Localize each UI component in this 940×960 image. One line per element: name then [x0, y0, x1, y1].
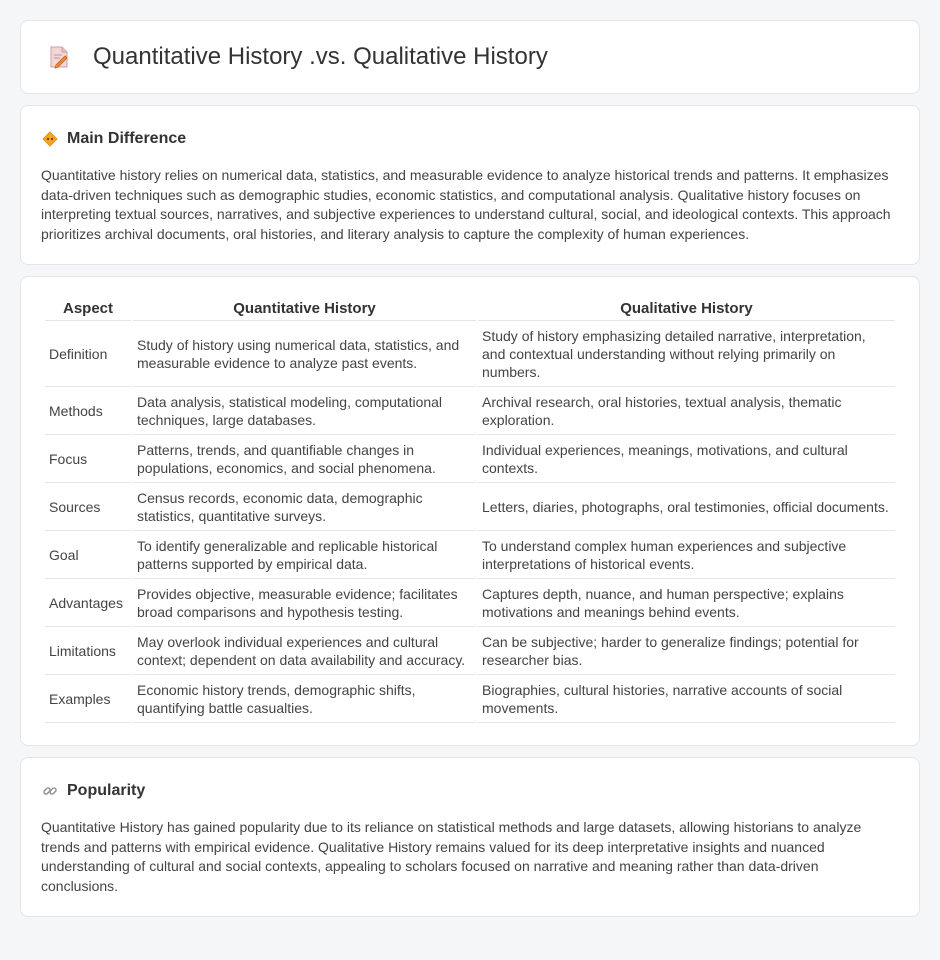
qualitative-cell: Archival research, oral histories, textual analysis, thematic exploration. — [478, 387, 895, 435]
table-row — [45, 675, 895, 723]
quantitative-cell: Census records, economic data, demographic statistics, quantitative surveys. — [133, 483, 476, 531]
table-row — [45, 627, 895, 675]
popularity-card — [20, 757, 920, 917]
diamond-icon — [41, 130, 59, 148]
table-row — [45, 387, 895, 435]
link-icon — [41, 782, 59, 800]
aspect-cell: Focus — [45, 435, 131, 483]
aspect-cell: Definition — [45, 321, 131, 387]
table-body — [45, 321, 895, 723]
main-difference-body: Quantitative history relies on numerical data, statistics, and measurable evidence to analyze historical trends and patterns. It emphasizes data-driven techniques such as demographic studies, economic statistics, and computational analysis. Qualitative history focuses on interpreting textual sources, narratives, and subjective experiences to understand cultural, social, and ideological contexts. This approach prioritizes archival documents, oral histories, and literary analysis to capture the complexity of human experiences. — [41, 167, 891, 242]
qualitative-cell: Can be subjective; harder to generalize findings; potential for researcher bias. — [478, 627, 895, 675]
popularity-title: Popularity — [67, 782, 146, 799]
qualitative-cell: Study of history emphasizing detailed narrative, interpretation, and contextual understanding without relying primarily on numbers. — [478, 321, 895, 387]
header-card — [20, 20, 920, 94]
column-header-quantitative: Quantitative History — [133, 299, 476, 321]
table-row — [45, 531, 895, 579]
document-pencil-icon — [47, 44, 73, 70]
quantitative-cell: Provides objective, measurable evidence; facilitates broad comparisons and hypothesis testing. — [133, 579, 476, 627]
quantitative-cell: Data analysis, statistical modeling, computational techniques, large databases. — [133, 387, 476, 435]
aspect-cell: Limitations — [45, 627, 131, 675]
page-title: Quantitative History .vs. Qualitative History — [93, 43, 548, 70]
qualitative-cell: Biographies, cultural histories, narrative accounts of social movements. — [478, 675, 895, 723]
qualitative-cell: To understand complex human experiences and subjective interpretations of historical events. — [478, 531, 895, 579]
aspect-cell: Sources — [45, 483, 131, 531]
quantitative-cell: Patterns, trends, and quantifiable changes in populations, economics, and social phenomena. — [133, 435, 476, 483]
main-difference-heading — [41, 128, 899, 148]
comparison-card — [20, 276, 920, 746]
table-row — [45, 579, 895, 627]
aspect-cell: Methods — [45, 387, 131, 435]
table-row — [45, 435, 895, 483]
quantitative-cell: Study of history using numerical data, statistics, and measurable evidence to analyze past events. — [133, 321, 476, 387]
main-difference-card — [20, 105, 920, 265]
aspect-cell: Examples — [45, 675, 131, 723]
main-difference-title: Main Difference — [67, 130, 187, 147]
table-header-row — [45, 299, 895, 321]
column-header-qualitative: Qualitative History — [478, 299, 895, 321]
comparison-table — [43, 299, 897, 723]
table-row — [45, 483, 895, 531]
aspect-cell: Advantages — [45, 579, 131, 627]
popularity-body: Quantitative History has gained popularity due to its reliance on statistical methods and large datasets, allowing historians to analyze trends and patterns with empirical evidence. Qualitative History remains valued for its deep interpretative insights and nuanced understanding of cultural and social contexts, appealing to scholars focused on narrative and meaning rather than data-driven conclusions. — [41, 819, 862, 894]
table-row — [45, 321, 895, 387]
qualitative-cell: Individual experiences, meanings, motivations, and cultural contexts. — [478, 435, 895, 483]
quantitative-cell: To identify generalizable and replicable historical patterns supported by empirical data. — [133, 531, 476, 579]
qualitative-cell: Captures depth, nuance, and human perspective; explains motivations and meanings behind events. — [478, 579, 895, 627]
aspect-cell: Goal — [45, 531, 131, 579]
quantitative-cell: May overlook individual experiences and cultural context; dependent on data availability and accuracy. — [133, 627, 476, 675]
column-header-aspect: Aspect — [45, 299, 131, 321]
popularity-heading — [41, 780, 899, 800]
qualitative-cell: Letters, diaries, photographs, oral testimonies, official documents. — [478, 483, 895, 531]
quantitative-cell: Economic history trends, demographic shifts, quantifying battle casualties. — [133, 675, 476, 723]
